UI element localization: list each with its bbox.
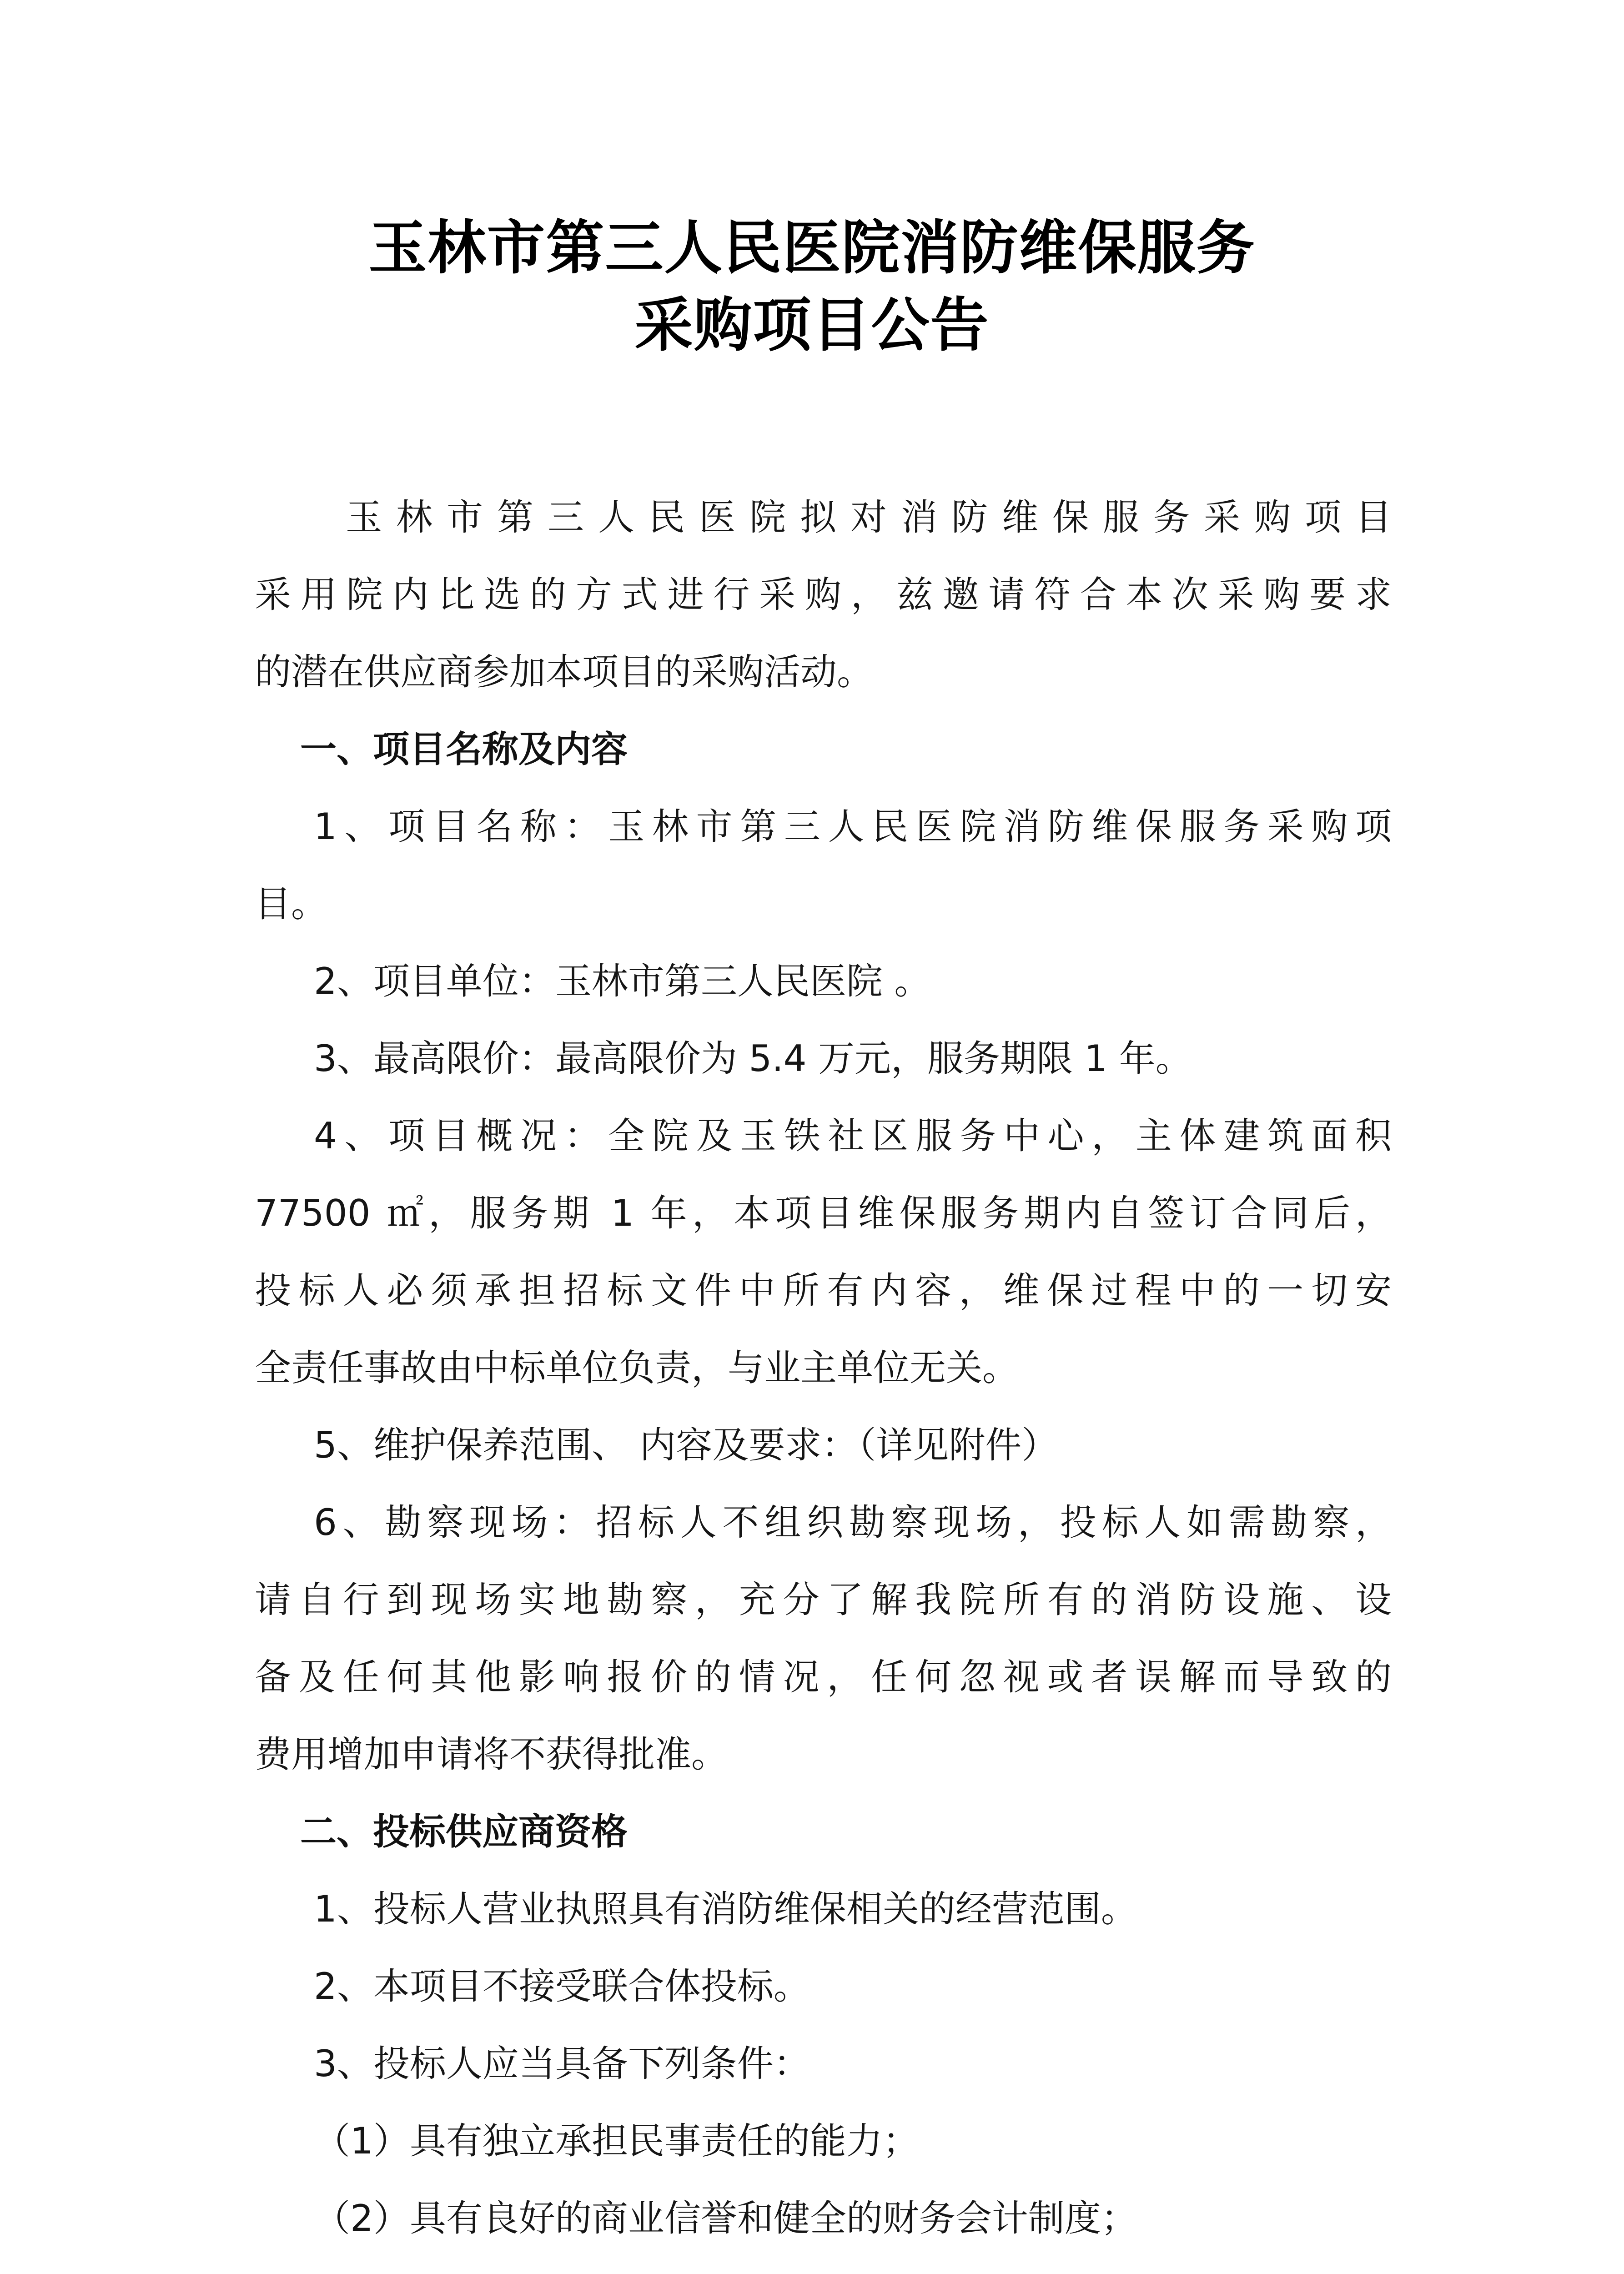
body-paragraph-line: （2）具有良好的商业信誉和健全的财务会计制度； (314, 2197, 1137, 2239)
body-paragraph-line: 采用院内比选的方式进行采购，兹邀请符合本次采购要求 (255, 574, 1392, 616)
body-paragraph-line: 请自行到现场实地勘察，充分了解我院所有的消防设施、设 (255, 1579, 1392, 1621)
body-paragraph-line: 2、项目单位：玉林市第三人民医院 。 (314, 960, 931, 1002)
body-paragraph-line: 6、勘察现场：招标人不组织勘察现场，投标人如需勘察， (314, 1501, 1392, 1544)
document-title-line-2: 采购项目公告 (634, 291, 990, 359)
body-paragraph-line: 1、投标人营业执照具有消防维保相关的经营范围。 (314, 1888, 1137, 1930)
body-paragraph-line: 玉林市第三人民医院拟对消防维保服务采购项目 (346, 496, 1392, 538)
body-paragraph-line: 的潜在供应商参加本项目的采购活动。 (255, 651, 873, 693)
body-paragraph-line: 费用增加申请将不获得批准。 (255, 1733, 728, 1776)
document-title-line-1: 玉林市第三人民医院消防维保服务 (368, 214, 1256, 282)
body-paragraph-line: 备及任何其他影响报价的情况，任何忽视或者误解而导致的 (255, 1656, 1392, 1698)
section-heading: 二、投标供应商资格 (300, 1811, 628, 1853)
body-paragraph-line: 3、最高限价：最高限价为 5.4 万元，服务期限 1 年。 (314, 1037, 1192, 1080)
body-paragraph-line: （1）具有独立承担民事责任的能力； (314, 2120, 919, 2162)
section-heading: 一、项目名称及内容 (300, 728, 628, 770)
body-paragraph-line: 1、项目名称：玉林市第三人民医院消防维保服务采购项 (314, 805, 1392, 848)
body-paragraph-line: 3、投标人应当具备下列条件： (314, 2043, 810, 2085)
body-paragraph-line: 4、项目概况：全院及玉铁社区服务中心，主体建筑面积 (314, 1115, 1392, 1157)
body-paragraph-line: 5、维护保养范围、 内容及要求：（详见附件） (314, 1424, 1058, 1466)
body-paragraph-line: 投标人必须承担招标文件中所有内容，维保过程中的一切安 (255, 1269, 1392, 1312)
body-paragraph-line: 全责任事故由中标单位负责，与业主单位无关。 (255, 1347, 1019, 1389)
body-paragraph-line: 目。 (255, 883, 327, 925)
body-paragraph-line: 2、本项目不接受联合体投标。 (314, 1965, 810, 2007)
body-paragraph-line: 77500 ㎡，服务期 1 年，本项目维保服务期内自签订合同后， (255, 1192, 1392, 1234)
